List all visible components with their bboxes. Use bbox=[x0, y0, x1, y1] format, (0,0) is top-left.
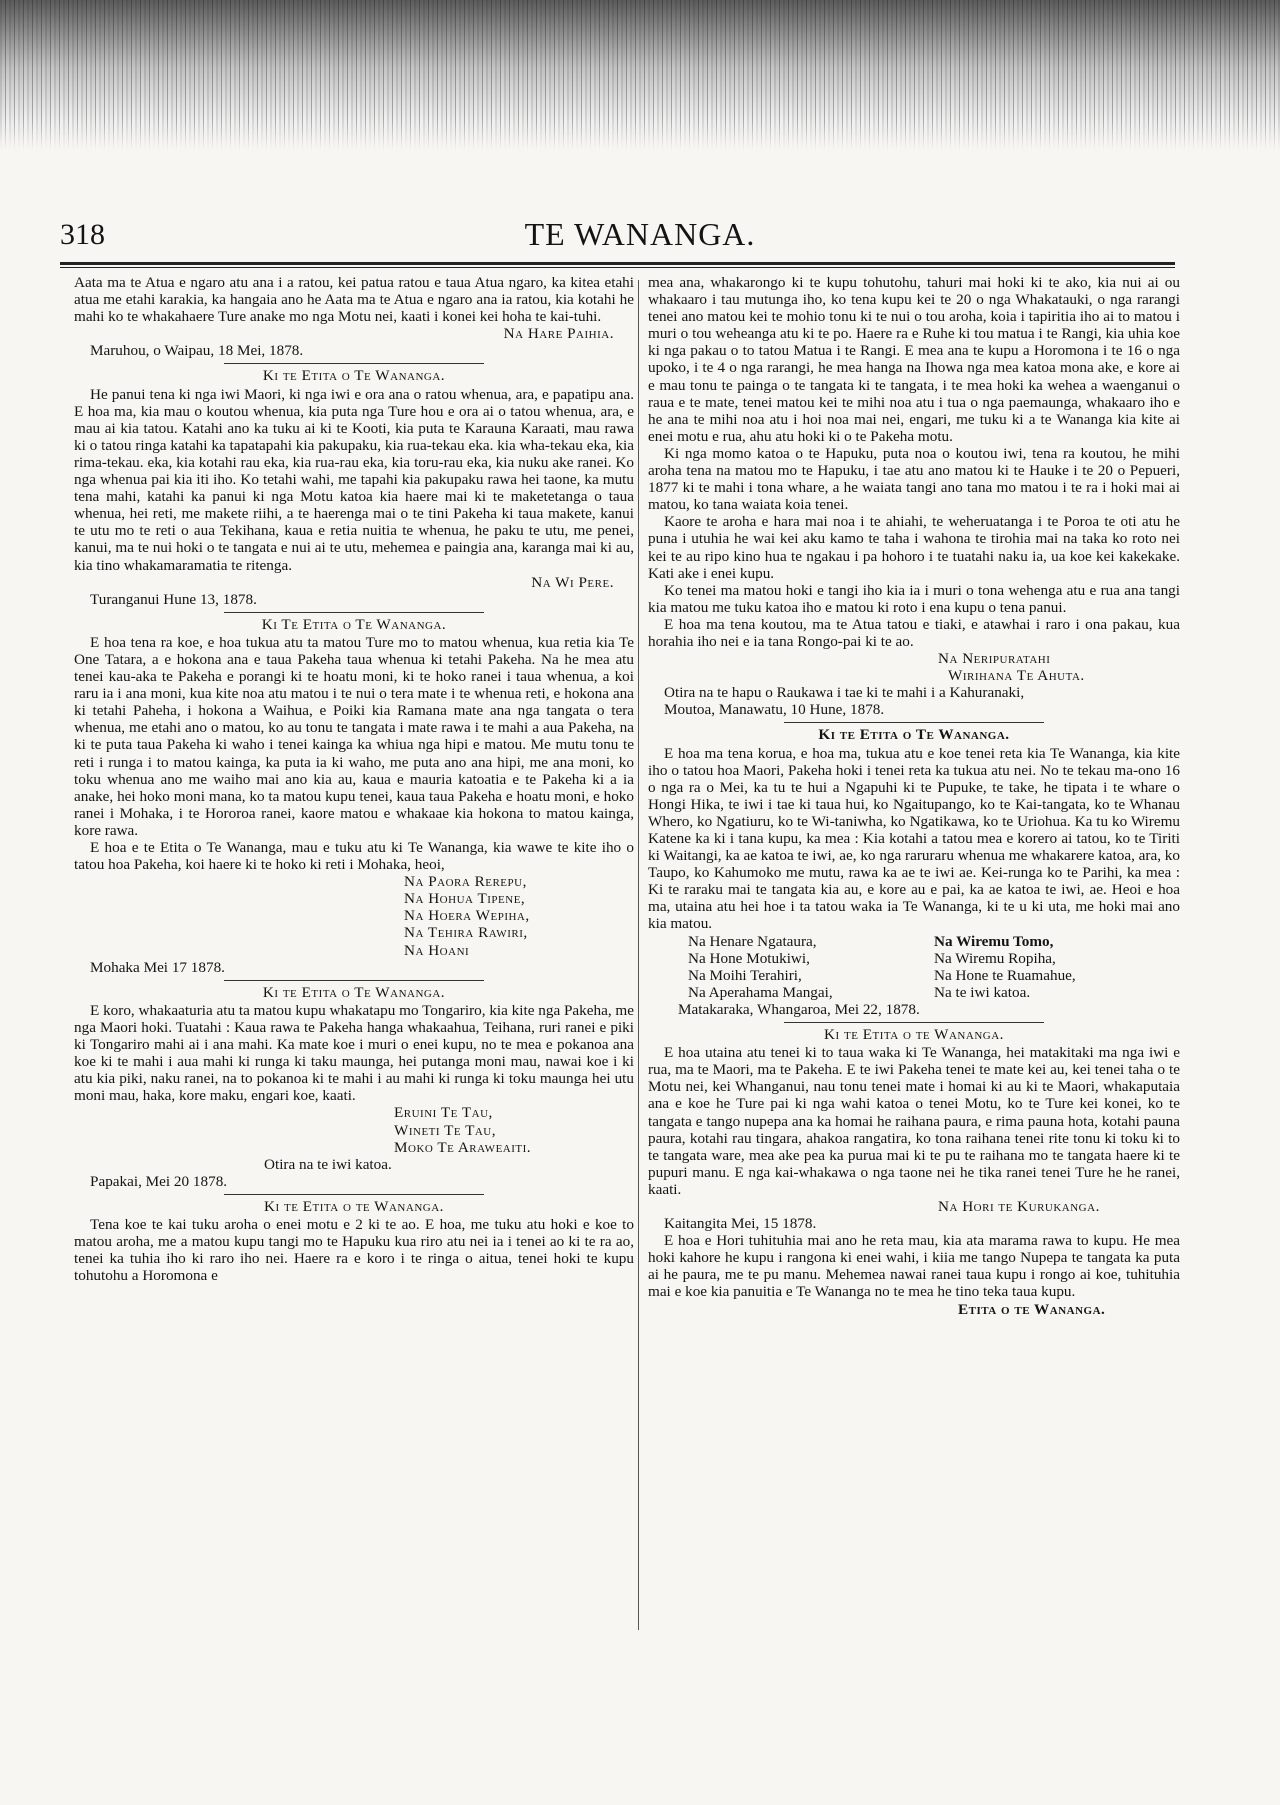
signature: Etita o te Wananga. bbox=[958, 1300, 1106, 1318]
article-text: E hoa utaina atu tenei ki to taua waka ki Te Wananga, hei matakitaki ma nga iwi e rua, ma te Maori, ma te Pakeha. E te iwi Pakeha tenei te mate kei au, kei tenei taha o te Motu nei, kei Whanganui, nau tonu tenei mate i homai ki au ki te Maori, whakaputaia ana e koe he Ture pai ki nga wahi katoa o tenei Motu, ko te Ture kei konei, ko te tangata e tango nupepa ana ka homai he raihana paura, e rima pauna hota, kotahi pauna paura, kotahi rau tingara, ahakoa rangatira, ko tona raihana tenei rite tonu ki toku ki to te tangata ware, mea ake pea ka purua mai ki te pu te raihana mo te tangata haere ki te pupuri manu. E nga kai-whakawa o nga taone nei he tika ranei tenei Ture he he ranei, kaati. bbox=[648, 1044, 1180, 1198]
signature: Na Hoani bbox=[404, 941, 470, 959]
signature: Na Wi Pere. bbox=[531, 573, 614, 591]
article-text: mea ana, whakarongo ki te kupu tohutohu, tahuri mai hoki ki te ako, kia nui ai ou whakaaro i tau mutunga iho, ko tena kupu kei te 20 o nga Whakatauki, o nga rarangi tenei ano matou kei te mohio tonu ki te nui o tou aroha, koia i tapiritia iho ai to matou i muri o tou weheanga atu ki te po. Haere ra e Ruhe ki tou matua i te Rangi, kia uhia koe ki nga pakau o to tatou Matua i te Rangi. E mea ana te kupu a Horomona i te 16 o nga upoko, i te 4 o nga rarangi, he mea hanga na Ihowa nga mea katoa mona ake, e kore ai e mau tonu te painga o te tangata ki te tangata, i te mea hoki ka wehea a waenganui o raua e te mate, tenei matou kei te mihi noa atu i tua o nga paemaunga, whakaaro iho e he ana te mihi noa atu i hoi noa mai nei, engari, me tuku ki a te Wananga kia kite ai enei motu e rua, ahu atu hoki ki o te Pakeha motu. bbox=[648, 274, 1180, 445]
signature: Na Hare Paihia. bbox=[503, 325, 614, 343]
article-text: E hoa e Hori tuhituhia mai ano he reta mau, kia ata marama rawa to kupu. He mea hoki kahore he kupu i rangona ki enei wahi, i kiia me tango Nupepa te tangata ka puta ai he paura, me te pu manu. Mehemea nawai ranei taua kupu i rongo ai koe, tuhituhia mai e koe kia panuitia e Te Wananga no te mea he tino teka taua kupu. bbox=[648, 1232, 1180, 1301]
signature: Na Henare Ngataura, bbox=[688, 932, 817, 950]
header-rule-thin bbox=[60, 267, 1175, 268]
waiata-text: Kaore te aroha e hara mai noa i te ahiahi, te weheruatanga i te Poroa te oti atu he puna i utuhia he wai kei aku kamo te taha i wahona te tirohia mai na taka ko roto nei kei te au ripo kino hua te ngakau i pa hohoro i te tuatahi naku ia, ua koe kei kakekake. Kati ake i enei kupu. bbox=[648, 513, 1180, 582]
letter-heading: Ki te Etita o Te Wananga. bbox=[818, 726, 1010, 744]
section-rule bbox=[224, 612, 484, 613]
section-rule bbox=[784, 1022, 1044, 1023]
section-rule bbox=[784, 722, 1044, 723]
article-text: Ki nga momo katoa o te Hapuku, puta noa o koutou iwi, tena ra koutou, he mihi aroha tena na matou mo te Hapuku, i tae atu ano matou ki te Hauke i te 20 o Pepueri, 1877 ki te mahi i tona whare, a he waiata tangi ano tana mo matou i te ra i hoki mai ai matou, ko tana waiata koia tenei. bbox=[648, 444, 1180, 514]
page-title: TE WANANGA. bbox=[524, 216, 756, 252]
dateline: Turanganui Hune 13, 1878. bbox=[90, 590, 257, 608]
dateline: Moutoa, Manawatu, 10 Hune, 1878. bbox=[664, 701, 885, 719]
page-number: 318 bbox=[60, 218, 105, 251]
dateline: Papakai, Mei 20 1878. bbox=[90, 1172, 228, 1190]
dateline: Maruhou, o Waipau, 18 Mei, 1878. bbox=[90, 342, 304, 360]
signature-block bbox=[648, 933, 1180, 1001]
signature: Na Tehira Rawiri, bbox=[404, 924, 528, 942]
signature-block bbox=[74, 1104, 634, 1155]
article-text: E koro, whakaaturia atu ta matou kupu whakatapu mo Tongariro, kia kite nga Pakeha, me nga Maori hoki. Tuatahi : Kaua rawa te Pakeha hanga whakaahua, Teihana, ruri ranei e piki ki Tongariro mahi ai i ana mahi. Ka mate koe i muri o enei kupu, no te mea e pokanoa ana koe ki te mahi i aua mahi ki runga ki taku maunga, hei putanga moni mau, nawai koe i ki atu kia piki, naku ranei, na to pokanoa ki te mahi i au mahi ki runga ki toku maunga hei utu moni mau, haka, kore maku, engari koe, kaati. bbox=[74, 1001, 634, 1105]
signature: Na Hohua Tipene, bbox=[404, 890, 526, 908]
article-text: E hoa tena ra koe, e hoa tukua atu ta matou Ture mo to matou whenua, kua retia kia Te One Tatara, a e hokona ana e taua Pakeha taua whenua ki tetahi Pakeha. Na he mea atu tenei kau-aka te Pakeha e porangi ki te hoatu moni, ki te hoko ranei i taua whenua, a koi raru ia i ana moni, kua kite noa atu matou i te nui o tera mate i te whenua reti, e hokona ana ki tetahi Paheha, i hokona a Waihua, e Poiki kia Ramana mate ana nga tangata o tera whenua, me etahi ano o matou, ko au tonu te tangata i mate rawa i te mahi a aua Pakeha, na ki te puta taua Pakeha ki waho i tenei kainga ka whiua nga hipi e matou. Me mutu tonu te reti i runga i to matou kainga, ka puta ia ki waho, me puta ano ana hipi, me ana moni, ko toku whenua ano me waiho mai ano kia au, kaua e mauria katoatia e te Pakeha ki a ia anake, hei hoko moni mana, ko ta matou kupu tenei, kaua taua Pakeha e hoatu moni, e hoko ranei i Mohaka, i te Hororoa ranei, kaore matou e whakaae kia hokona to matou kainga, kore rawa. bbox=[74, 633, 634, 839]
signature: Na Hone Motukiwi, bbox=[688, 949, 810, 967]
dateline: Mohaka Mei 17 1878. bbox=[90, 958, 225, 976]
signature: Na Paora Rerepu, bbox=[404, 873, 527, 891]
dateline: Kaitangita Mei, 15 1878. bbox=[664, 1215, 817, 1233]
signature: Eruini Te Tau, bbox=[394, 1104, 493, 1122]
letter-heading: Ki Te Etita o Te Wananga. bbox=[261, 615, 447, 633]
signature: Na Hone te Ruamahue, bbox=[934, 966, 1076, 984]
signature: Na Hoera Wepiha, bbox=[404, 907, 530, 925]
letter-heading: Ki te Etita o Te Wananga. bbox=[262, 367, 446, 385]
signature: Na Aperahama Mangai, bbox=[688, 983, 833, 1001]
left-column bbox=[74, 274, 634, 1284]
signature: Na Wiremu Tomo, bbox=[934, 932, 1054, 950]
signature: Na Neripuratahi bbox=[938, 650, 1051, 668]
header-rule bbox=[60, 262, 1175, 265]
dateline: Matakaraka, Whangaroa, Mei 22, 1878. bbox=[678, 1000, 920, 1018]
signature: Wineti Te Tau, bbox=[394, 1121, 497, 1139]
letter-heading: Ki te Etita o te Wananga. bbox=[824, 1026, 1004, 1044]
signature: Na Wiremu Ropiha, bbox=[934, 949, 1056, 967]
scan-edge-shadow bbox=[0, 0, 1280, 150]
signature-block bbox=[74, 873, 634, 958]
signature: Na Hori te Kurukanga. bbox=[938, 1197, 1100, 1215]
section-rule bbox=[224, 980, 484, 981]
signature: Na te iwi katoa. bbox=[934, 983, 1031, 1001]
signature-note: Otira na te iwi katoa. bbox=[264, 1155, 392, 1173]
article-text: Otira na te hapu o Raukawa i tae ki te mahi i a Kahuranaki, bbox=[664, 684, 1025, 702]
section-rule bbox=[224, 1194, 484, 1195]
signature: Wirihana Te Ahuta. bbox=[948, 667, 1085, 685]
section-rule bbox=[224, 363, 484, 364]
letter-heading: Ki te Etita o Te Wananga. bbox=[262, 983, 446, 1001]
article-text: He panui tena ki nga iwi Maori, ki nga iwi e ora ana o ratou whenua, ara, e papatipu ana. E hoa ma, kia mau o koutou whenua, kia puta nga Ture hou e ora ai o tatou whenua, ara, e mau ai kia tatou. Katahi ano ka tuku ai ki te Kooti, kia puta te Karauna Karaati, mau rawa ki o tatou ringa katahi ka tapatapahi kia pakupaku, kia rua-tekau eka. kia wha-tekau eka, kia rima-tekau. eka, kia kotahi rau eka, kia rua-rau eka, kia toru-rau eka, kia nuku ake ranei. Ko nga whenua pai kia iti iho. Ko tetahi wahi, me tapahi kia pakupaku rawa hei taone, ka mutu tena mahi, katahi ka panui ki nga Motu katoa kia haere mai ki te maketetanga o taua whenua, hei reti, me makete riihi, a te haerenga mai o te tini Pakeha ki taua makete, kanui te utu mo te reti o aua Tekihana, kaua e retia nuitia te whenua, he paku te utu, me penei, kanui, ma te nui hoki o te tangata e nui ai te utu, mehemea e paingia ana, karanga mai ki au, kia tino whakamaramatia te ritenga. bbox=[74, 385, 634, 574]
article-text: Aata ma te Atua e ngaro atu ana i a ratou, kei patua ratou e taua Atua ngaro, ka kitea etahi atua me etahi karakia, ka hangaia ano he Aata ma te Atua e ngaro ana ia ratou, kia kotahi he mahi ko te whakahaere Ture anake mo nga Motu nei, kaati i konei kei hoha te kai-tuhi. bbox=[74, 274, 634, 326]
article-text: Ko tenei ma matou hoki e tangi iho kia ia i muri o tona wehenga atu e rua ana tangi kia matou me tuku katoa iho e matou ki roto i ena kupu o tena panui. bbox=[648, 581, 1180, 616]
signature: Na Moihi Terahiri, bbox=[688, 966, 802, 984]
right-column bbox=[648, 274, 1180, 1318]
column-divider bbox=[638, 280, 639, 1630]
article-text: Tena koe te kai tuku aroha o enei motu e 2 ki te ao. E hoa, me tuku atu hoki e koe to matou aroha, me a matou kupu tangi mo te Hapuku kua riro atu nei ia i tenei ao ki te ra ao, tenei ka tuhia iho ki raro iho nei. Haere ra e koro i te ringa o aitua, tenei hoki te kupu tohutohu a Horomona e bbox=[74, 1215, 634, 1285]
signature: Moko Te Araweaiti. bbox=[394, 1138, 532, 1156]
letter-heading: Ki te Etita o te Wananga. bbox=[264, 1197, 444, 1215]
article-text: E hoa ma tena korua, e hoa ma, tukua atu e koe tenei reta kia Te Wananga, kia kite iho o tatou hoa Maori, Pakeha hoki i tenei reta ka tukua atu nei. No te tekau ma-ono 16 o nga ra o Mei, ka tu te hui a Ngapuhi ki te Pupuke, te take, he tipata i te whare o Hongi Hika, te iwi i tae ki taua hui, ko Ngaitupango, ko te Kai-tangata, ko te Whanau Whero, ko Ngatiuru, ko te Wi-taniwha, ko Ngatikawa, ko te Uriohua. Ka tu ko Wiremu Katene ka ki i tana kupu, ka mea : Kia kotahi a tatou mea e korero ai tatou, ko te Tiriti ki Waitangi, ka ae katoa te iwi, ae, ko nga raruraru whenua me whakarere katoa, ara, ko Taupo, ko Kahumoko me mutu, rawa ka ae te iwi ae. Kei-runga ko te Parihi, ka mea : Ki te raraku mai te tangata kia au, e kore au e pai, ka ae katoa te iwi, ae. Heoi e hoa ma, utaina atu hei hoe i ta tatou waka ia Te Wananga, ki te u ki uta, me hoki mai ano kia matou. bbox=[648, 744, 1180, 933]
article-text: E hoa e te Etita o Te Wananga, mau e tuku atu ki Te Wananga, kia wawe te kite iho o tatou hoa Pakeha, koi haere ki te hoko ki reti i Mohaka, heoi, bbox=[74, 839, 634, 874]
article-text: E hoa ma tena koutou, ma te Atua tatou e tiaki, e atawhai i raro i ona pakau, kua horahia iho nei e ia tana Rongo-pai ki te ao. bbox=[648, 615, 1180, 650]
